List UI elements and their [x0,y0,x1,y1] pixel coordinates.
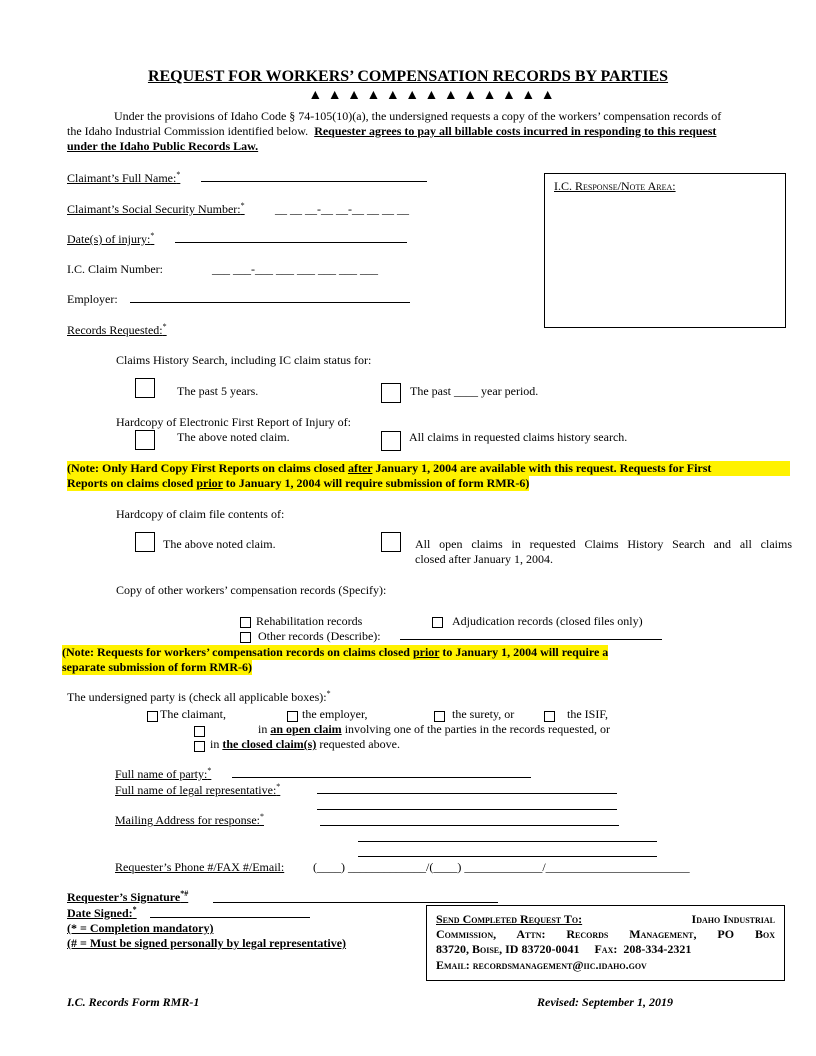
mailing-address-field-1[interactable] [320,825,619,826]
past-period-label: The past ____ year period. [410,384,539,398]
past-5-years-checkbox[interactable] [135,378,155,398]
date-signed-label: Date Signed:* [67,905,137,920]
legend-legal-rep: (# = Must be signed personally by legal representative) [67,936,347,950]
legal-rep-field[interactable] [317,793,617,794]
page-title: REQUEST FOR WORKERS’ COMPENSATION RECORDS BY PARTIES [147,68,669,85]
party-isif-label: the ISIF, [567,707,609,721]
signature-field[interactable] [213,902,498,903]
injury-date-field[interactable] [175,242,407,243]
intro-line-1: Under the provisions of Idaho Code § 74-105(10)(a), the undersigned requests a copy of the workers’ compensation records of [114,109,722,123]
adjudication-label: Adjudication records (closed files only) [452,614,643,628]
closed-claim-label: in the closed claim(s) requested above. [210,737,400,751]
footer-revised-date: Revised: September 1, 2019 [537,995,673,1009]
footer-form-id: I.C. Records Form RMR-1 [67,995,200,1009]
rehab-label: Rehabilitation records [256,614,363,628]
injury-date-label: Date(s) of injury:* [67,231,155,246]
party-surety-label: the surety, or [452,707,515,721]
note-records-line-1: (Note: Requests for workers’ compensation records on claims closed prior to January 1, 2004 will require a [62,645,609,659]
other-records-checkbox[interactable] [240,632,251,643]
claim-file-noted-checkbox[interactable] [135,532,155,552]
party-surety-checkbox[interactable] [434,711,445,722]
party-employer-checkbox[interactable] [287,711,298,722]
send-to-line-4: Email: recordsmanagement@iic.idaho.gov [436,958,647,972]
claim-file-heading: Hardcopy of claim file contents of: [116,507,285,521]
open-claim-label: in an open claim involving one of the parties in the records requested, or [258,722,610,736]
claimant-name-field[interactable] [201,181,427,182]
open-claim-checkbox[interactable] [194,726,205,737]
adjudication-checkbox[interactable] [432,617,443,628]
claim-file-all-label-2: closed after January 1, 2004. [415,552,553,566]
closed-claim-checkbox[interactable] [194,741,205,752]
note-first-report-line-2: Reports on claims closed prior to January 1, 2004 will require submission of form RMR-6) [67,476,530,490]
legal-rep-label: Full name of legal representative:* [115,782,281,797]
date-signed-field[interactable] [150,917,310,918]
note-records-line-2: separate submission of form RMR-6) [62,660,252,674]
intro-line-3: under the Idaho Public Records Law. [67,139,259,153]
claim-file-all-label-1: All open claims in requested Claims History Search and all claims [415,537,792,551]
past-5-years-label: The past 5 years. [177,384,259,398]
party-name-field[interactable] [232,777,531,778]
first-report-noted-checkbox[interactable] [135,430,155,450]
first-report-all-checkbox[interactable] [381,431,401,451]
mailing-address-field-2[interactable] [358,841,657,842]
other-records-field[interactable] [400,639,662,640]
ssn-label: Claimant’s Social Security Number:* [67,201,245,216]
signature-label: Requester’s Signature*# [67,889,189,904]
rehab-checkbox[interactable] [240,617,251,628]
claim-file-all-checkbox[interactable] [381,532,401,552]
claim-file-noted-label: The above noted claim. [163,537,276,551]
legal-rep-field-2[interactable] [317,809,617,810]
send-to-line-1: Send Completed Request To: Idaho Industrial [436,912,775,926]
intro-line-2-bold: Requester agrees to pay all billable costs incurred in responding to this request [314,124,717,138]
party-isif-checkbox[interactable] [544,711,555,722]
first-report-heading: Hardcopy of Electronic First Report of Injury of: [116,415,351,429]
phone-field[interactable]: (____) _____________/(____) _____________/________________________ [313,860,690,874]
claimant-name-label: Claimant’s Full Name:* [67,170,181,185]
first-report-noted-label: The above noted claim. [177,430,290,444]
response-note-area[interactable] [544,173,786,328]
note-first-report-line-1: (Note: Only Hard Copy First Reports on claims closed after January 1, 2004 are available with this request. Requests for First [67,461,790,476]
send-to-line-3: 83720, Boise, ID 83720-0041 Fax: 208-334-2321 [436,942,692,956]
party-claimant-checkbox[interactable] [147,711,158,722]
claim-number-label: I.C. Claim Number: [67,262,163,276]
send-to-box [426,905,785,981]
response-note-label: I.C. Response/Note Area: [554,179,676,193]
other-records-label: Other records (Describe): [258,629,381,643]
party-heading: The undersigned party is (check all applicable boxes):* [67,689,331,704]
mailing-address-field-3[interactable] [358,856,657,857]
claim-number-field[interactable]: ___ ___-___ ___ ___ ___ ___ ___ [212,262,378,276]
past-period-checkbox[interactable] [381,383,401,403]
mailing-address-label: Mailing Address for response:* [115,812,264,827]
party-employer-label: the employer, [302,707,368,721]
employer-field[interactable] [130,302,410,303]
send-to-line-2: Commission, Attn: Records Management, PO Box [436,927,775,941]
legend-mandatory: (* = Completion mandatory) [67,921,214,935]
records-requested-label: Records Requested:* [67,322,167,337]
claims-history-heading: Claims History Search, including IC claim status for: [116,353,372,367]
intro-line-2 [67,124,716,139]
intro-line-2-plain: the Idaho Industrial Commission identified below. [67,124,309,138]
phone-label: Requester’s Phone #/FAX #/Email: [115,860,285,874]
triangle-divider: ▲ ▲ ▲ ▲ ▲ ▲ ▲ ▲ ▲ ▲ ▲ ▲ ▲ [308,88,556,103]
employer-label: Employer: [67,292,118,306]
first-report-all-label: All claims in requested claims history search. [409,430,628,444]
party-claimant-label: The claimant, [160,707,226,721]
other-records-heading: Copy of other workers’ compensation records (Specify): [116,583,387,597]
party-name-label: Full name of party:* [115,766,212,781]
ssn-field[interactable]: __ __ __-__ __-__ __ __ __ [275,202,409,216]
